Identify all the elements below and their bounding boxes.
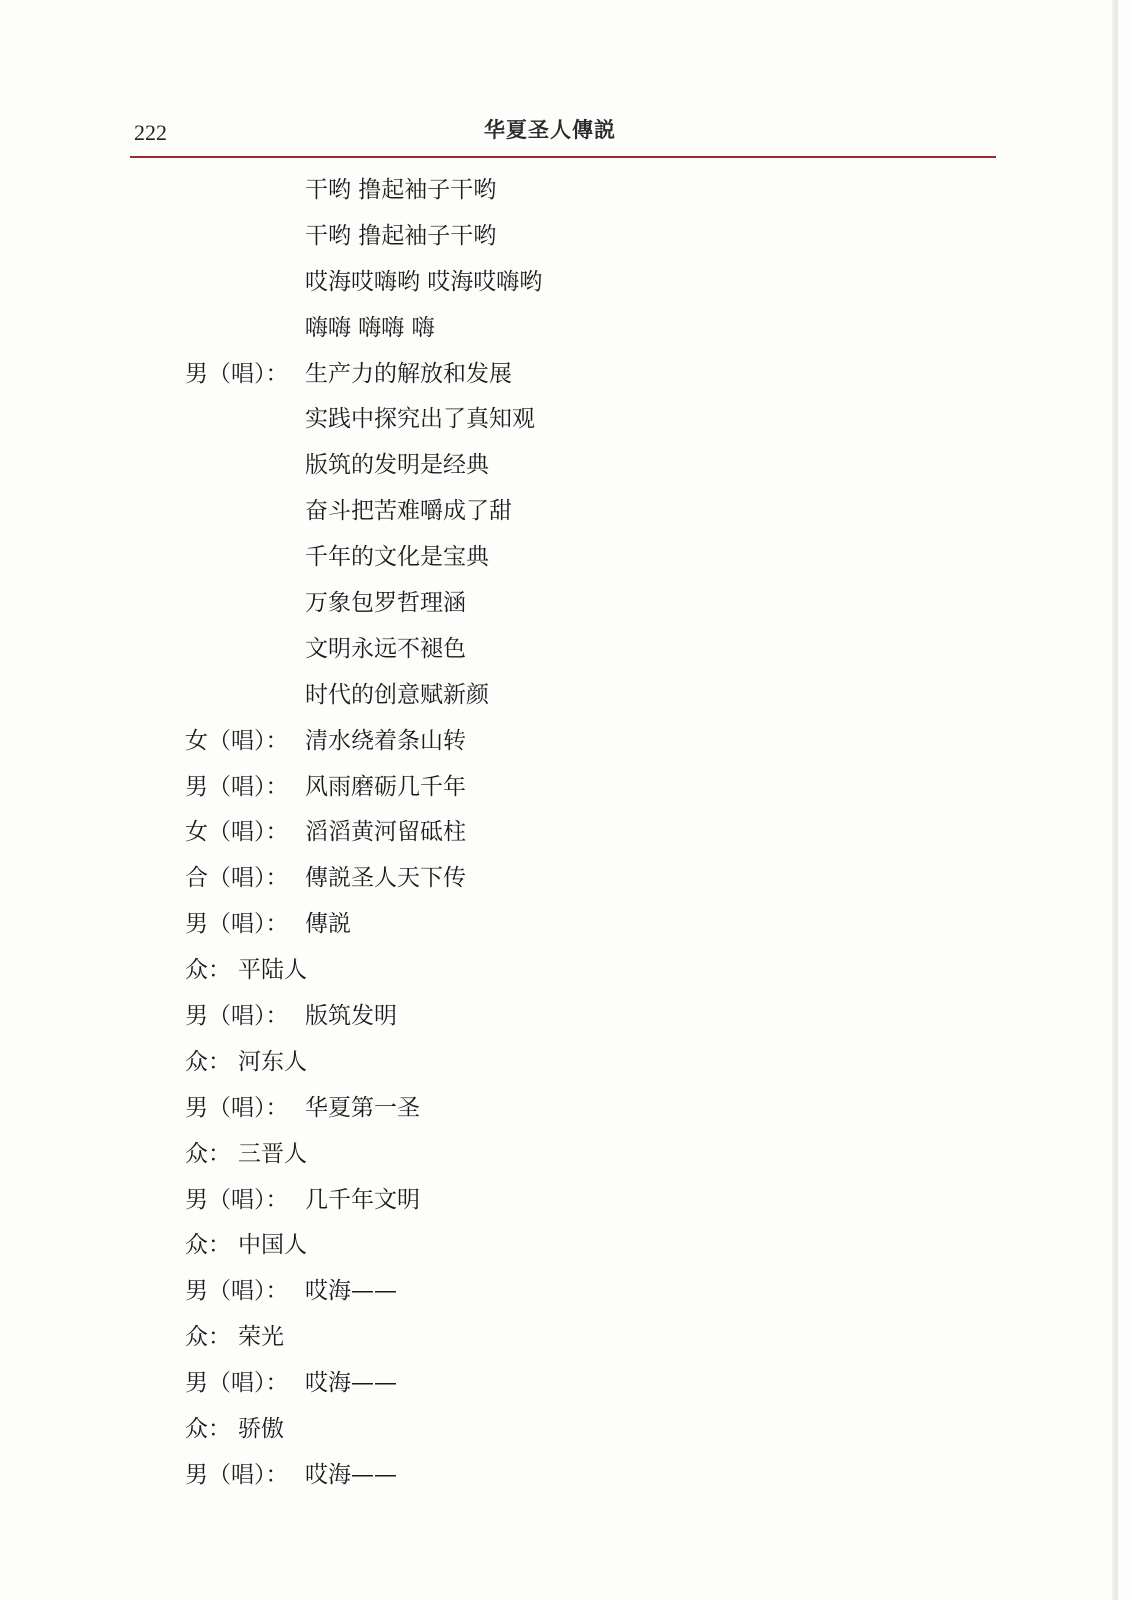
speaker-label: 男（唱）： (185, 1461, 289, 1488)
script-line (0, 535, 1131, 581)
speaker-label: 男（唱）： (185, 773, 289, 800)
speaker-label: 众： (185, 957, 231, 984)
speaker-label: 男（唱）： (185, 1186, 289, 1213)
lyric-text: 干哟 撸起袖子干哟 (305, 177, 497, 203)
lyric-text: 万象包罗哲理涵 (305, 590, 466, 617)
speaker-label: 众： (185, 1232, 231, 1259)
script-line (0, 1132, 1131, 1178)
script-line (0, 443, 1131, 489)
lyric-text: 时代的创意赋新颜 (305, 681, 489, 708)
script-line (0, 673, 1131, 719)
script-line (0, 627, 1131, 673)
lyric-text: 三晋人 (238, 1140, 307, 1167)
lyric-text: 哎海—— (305, 1370, 397, 1397)
lyric-text: 实践中探究出了真知观 (305, 406, 535, 433)
script-line (0, 1315, 1131, 1361)
running-title: 华夏圣人傳説 (484, 118, 616, 142)
lyric-text: 千年的文化是宝典 (305, 544, 489, 571)
lyric-text: 平陆人 (238, 957, 307, 984)
lyric-text: 干哟 撸起袖子干哟 (305, 222, 497, 249)
speaker-label: 众： (185, 1048, 231, 1075)
script-line (0, 1407, 1131, 1453)
script-line (0, 489, 1131, 535)
lyric-text: 哎海哎嗨哟 哎海哎嗨哟 (305, 268, 543, 295)
lyric-text: 奋斗把苦难嚼成了甜 (305, 498, 512, 525)
script-line (0, 1178, 1131, 1224)
speaker-label: 众： (185, 1140, 231, 1167)
lyric-text: 清水绕着条山转 (305, 727, 466, 754)
speaker-label: 众： (185, 1416, 231, 1443)
lyric-text: 中国人 (238, 1232, 307, 1259)
script-line (0, 397, 1131, 443)
page-header (130, 108, 992, 158)
lyric-text: 哎海—— (305, 1278, 397, 1305)
lyric-text: 版筑发明 (305, 1003, 397, 1030)
lyric-text: 生产力的解放和发展 (305, 360, 512, 387)
script-line (0, 306, 1131, 352)
script-line (0, 581, 1131, 627)
speaker-label: 女（唱）： (185, 819, 289, 846)
script-line (0, 1223, 1131, 1269)
lyric-text: 傳説圣人天下传 (305, 865, 466, 892)
script-line (0, 719, 1131, 765)
lyric-text: 荣光 (238, 1324, 284, 1351)
lyric-text: 傳説 (305, 911, 351, 938)
lyric-text: 哎海—— (305, 1461, 397, 1488)
speaker-label: 男（唱）： (185, 911, 289, 938)
script-line (0, 765, 1131, 811)
script-line (0, 994, 1131, 1040)
lyric-text: 河东人 (238, 1048, 307, 1075)
script-line (0, 1269, 1131, 1315)
script-line (0, 260, 1131, 306)
speaker-label: 男（唱）： (185, 360, 289, 387)
page-number: 222 (134, 120, 167, 145)
speaker-label: 男（唱）： (185, 1094, 289, 1121)
script-line (0, 1361, 1131, 1407)
speaker-label: 女（唱）： (185, 727, 289, 754)
speaker-label: 男（唱）： (185, 1003, 289, 1030)
script-line (0, 902, 1131, 948)
lyric-text: 版筑的发明是经典 (305, 452, 489, 479)
lyric-text: 嗨嗨 嗨嗨 嗨 (305, 314, 435, 341)
script-line (0, 948, 1131, 994)
script-line (0, 214, 1131, 260)
speaker-label: 男（唱）： (185, 1278, 289, 1305)
speaker-label: 男（唱）： (185, 1370, 289, 1397)
speaker-label: 众： (185, 1324, 231, 1351)
script-body (0, 168, 1131, 1499)
header-rule (130, 156, 996, 158)
lyric-text: 文明永远不褪色 (305, 635, 466, 662)
script-line (0, 352, 1131, 398)
script-line (0, 168, 1131, 214)
script-line (0, 1040, 1131, 1086)
script-line (0, 1453, 1131, 1499)
lyric-text: 几千年文明 (305, 1186, 420, 1213)
lyric-text: 风雨磨砺几千年 (305, 773, 466, 800)
script-line (0, 1086, 1131, 1132)
lyric-text: 骄傲 (238, 1416, 284, 1443)
script-line (0, 856, 1131, 902)
speaker-label: 合（唱）： (185, 865, 289, 892)
script-line (0, 810, 1131, 856)
lyric-text: 滔滔黄河留砥柱 (305, 819, 466, 846)
lyric-text: 华夏第一圣 (305, 1094, 420, 1121)
